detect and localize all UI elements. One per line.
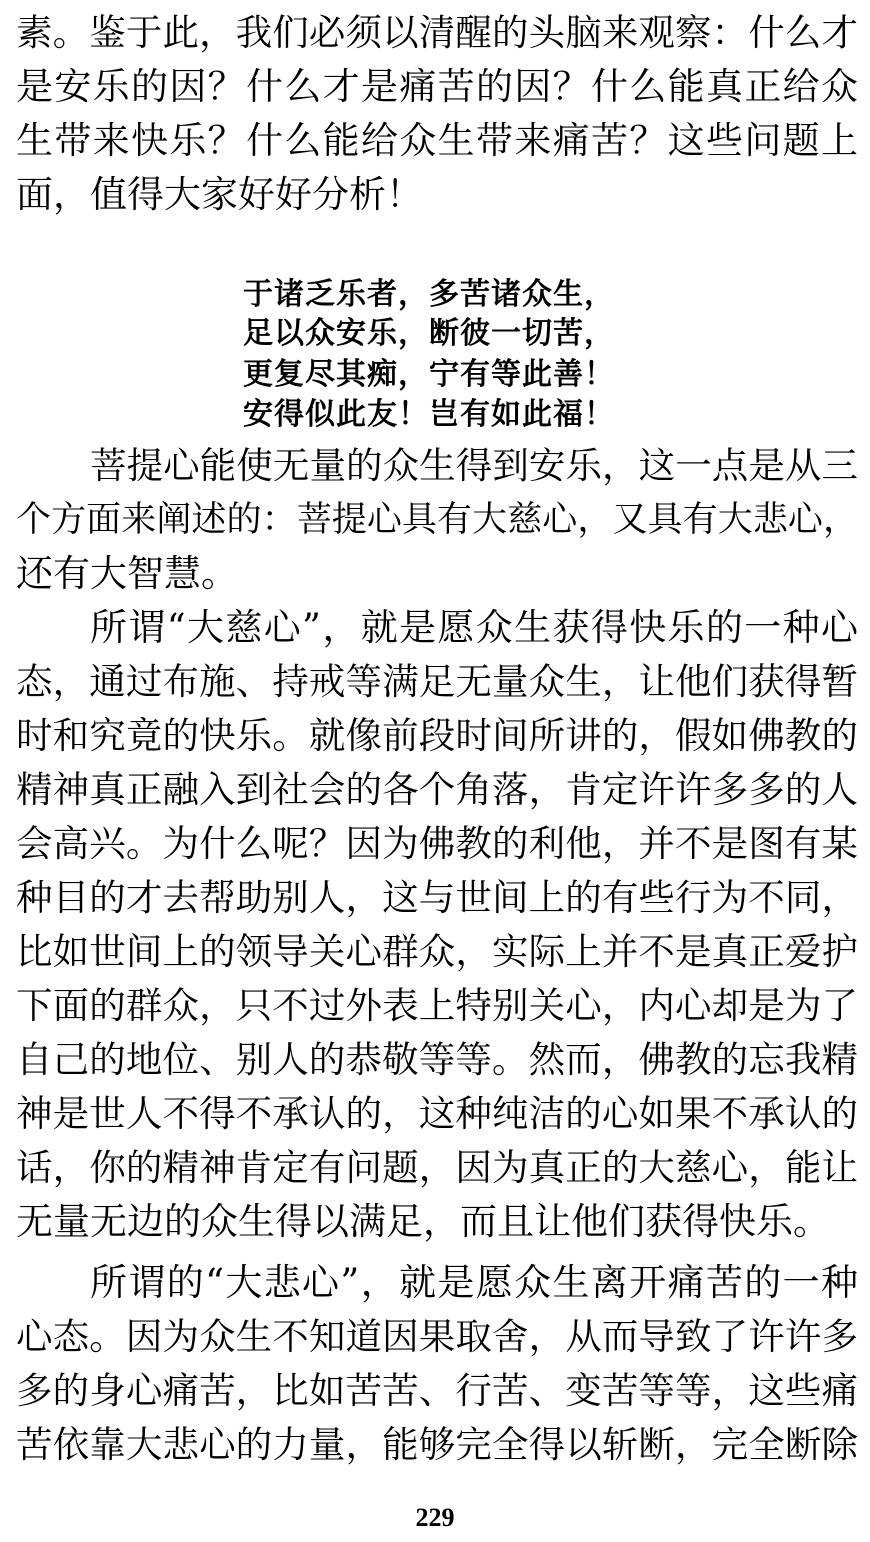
paragraph-line: 生带来快乐？什么能给众生带来痛苦？这些问题上 (16, 119, 858, 162)
paragraph-line: 会高兴。为什么呢？因为佛教的利他，并不是图有某 (16, 822, 858, 865)
paragraph-line: 自己的地位、别人的恭敬等等。然而，佛教的忘我精 (16, 1038, 858, 1081)
paragraph-line: 个方面来阐述的：菩提心具有大慈心，又具有大悲心， (16, 500, 858, 540)
paragraph-line: 下面的群众，只不过外表上特别关心，内心却是为了 (16, 984, 858, 1027)
verse-line: 于诸乏乐者，多苦诸众生， (243, 277, 615, 312)
paragraph-line: 神是世人不得不承认的，这种纯洁的心如果不承认的 (16, 1092, 858, 1135)
paragraph-line: 苦依靠大悲心的力量，能够完全得以斩断，完全断除 (16, 1423, 858, 1466)
paragraph-line: 种目的才去帮助别人，这与世间上的有些行为不同， (16, 876, 858, 919)
paragraph-line: 话，你的精神肯定有问题，因为真正的大慈心，能让 (16, 1146, 858, 1189)
paragraph-line: 面，值得大家好好分析！ (16, 173, 423, 216)
paragraph-line: 多的身心痛苦，比如苦苦、行苦、变苦等等，这些痛 (16, 1369, 858, 1412)
paragraph-line: 无量无边的众生得以满足，而且让他们获得快乐。 (16, 1200, 830, 1243)
paragraph-line: 比如世间上的领导关心群众，实际上并不是真正爱护 (16, 930, 858, 973)
paragraph-line: 态，通过布施、持戒等满足无量众生，让他们获得暂 (16, 660, 858, 703)
paragraph-line: 心态。因为众生不知道因果取舍，从而导致了许许多 (16, 1315, 858, 1358)
paragraph-line: 还有大智慧。 (16, 552, 238, 595)
verse-line: 更复尽其痴，宁有等此善！ (243, 357, 615, 392)
paragraph-line: 时和究竟的快乐。就像前段时间所讲的，假如佛教的 (16, 714, 858, 757)
verse-line: 安得似此友！岂有如此福！ (243, 397, 615, 432)
verse-line: 足以众安乐，断彼一切苦， (243, 316, 615, 351)
paragraph-line: 精神真正融入到社会的各个角落，肯定许许多多的人 (16, 768, 858, 811)
paragraph-line: 所谓的“大悲心”，就是愿众生离开痛苦的一种 (90, 1261, 858, 1304)
paragraph-line: 素。鉴于此，我们必须以清醒的头脑来观察：什么才 (16, 11, 858, 54)
page-number: 229 (415, 1503, 455, 1532)
paragraph-line: 菩提心能使无量的众生得到安乐，这一点是从三 (90, 444, 858, 487)
paragraph-line: 所谓“大慈心”，就是愿众生获得快乐的一种心 (90, 606, 858, 649)
paragraph-line: 是安乐的因？什么才是痛苦的因？什么能真正给众 (16, 65, 858, 108)
